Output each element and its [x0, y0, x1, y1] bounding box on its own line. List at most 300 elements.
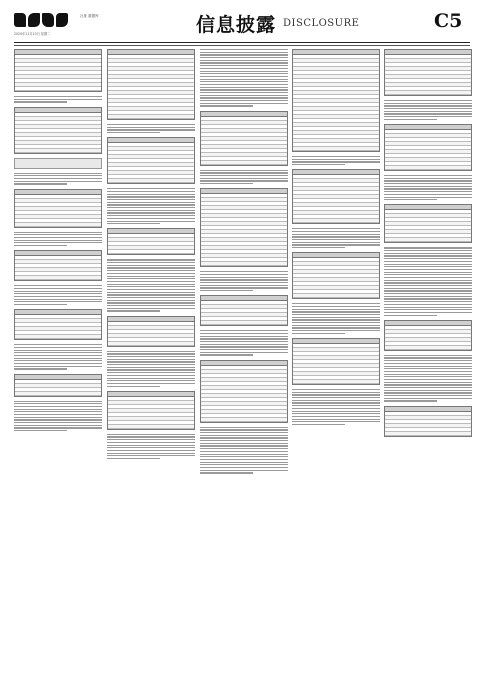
text-line: [384, 191, 472, 192]
text-line: [200, 68, 288, 69]
text-line: [107, 375, 195, 376]
text-line: [200, 448, 288, 449]
text-line: [200, 87, 288, 88]
text-line: [292, 314, 380, 315]
text-line: [384, 296, 472, 297]
text-line: [107, 284, 195, 285]
text-line: [384, 188, 472, 189]
text-line: [200, 183, 253, 184]
text-line: [107, 300, 195, 301]
text-line: [200, 79, 288, 80]
text-line: [200, 440, 288, 441]
text-line: [292, 247, 345, 248]
text-line: [14, 101, 67, 102]
column-1: [14, 49, 102, 681]
section-title: 信息披露: [196, 14, 277, 36]
text-line: [384, 111, 472, 112]
text-line: [292, 411, 380, 412]
text-line: [107, 353, 195, 354]
text-line: [384, 301, 472, 302]
text-line: [292, 327, 380, 328]
text-line: [384, 374, 472, 375]
text-line: [14, 240, 102, 241]
data-table: [384, 204, 472, 243]
text-line: [384, 379, 472, 380]
text-line: [14, 419, 102, 420]
table-row: [385, 238, 471, 242]
text-line: [292, 394, 380, 395]
text-line: [14, 96, 102, 97]
text-line: [107, 294, 195, 295]
text-line: [14, 304, 67, 305]
text-line: [14, 178, 102, 179]
data-table: [292, 169, 380, 224]
text-line: [107, 262, 195, 263]
text-line: [107, 259, 195, 260]
table-row: [385, 166, 471, 170]
table-row: [15, 276, 101, 280]
text-line: [384, 194, 472, 195]
text-line: [14, 401, 102, 402]
text-line: [292, 242, 380, 243]
text-line: [200, 454, 288, 455]
text-line: [200, 333, 288, 334]
text-line: [107, 215, 195, 216]
text-paragraph: [200, 330, 288, 355]
text-line: [384, 288, 472, 289]
text-line: [384, 400, 437, 401]
text-line: [200, 62, 288, 63]
text-line: [107, 356, 195, 357]
text-line: [384, 360, 472, 361]
text-line: [200, 352, 288, 353]
text-line: [200, 89, 288, 90]
text-line: [292, 397, 380, 398]
text-line: [107, 369, 195, 370]
text-line: [14, 409, 102, 410]
text-line: [107, 194, 195, 195]
text-line: [14, 285, 102, 286]
text-paragraph: [292, 303, 380, 334]
data-table: [14, 107, 102, 154]
text-line: [384, 384, 472, 385]
text-line: [107, 204, 195, 205]
text-line: [14, 414, 102, 415]
edition-line-1: 社址 数据库: [80, 14, 99, 18]
text-line: [107, 359, 195, 360]
text-paragraph: [14, 96, 102, 103]
text-line: [200, 282, 288, 283]
text-line: [200, 178, 288, 179]
text-line: [200, 287, 288, 288]
text-line: [14, 355, 102, 356]
text-line: [107, 207, 195, 208]
text-line: [200, 65, 288, 66]
text-line: [14, 234, 102, 235]
text-line: [107, 210, 195, 211]
text-line: [384, 175, 472, 176]
data-table: [14, 49, 102, 92]
text-line: [384, 186, 472, 187]
text-line: [292, 317, 380, 318]
text-line: [14, 411, 102, 412]
table-row: [385, 432, 471, 436]
text-line: [107, 434, 195, 435]
header-rule: [14, 42, 470, 43]
table-row: [108, 425, 194, 429]
text-line: [107, 278, 195, 279]
text-paragraph: [292, 389, 380, 425]
page-number: C5: [434, 10, 463, 32]
data-table: [14, 374, 102, 397]
text-line: [384, 261, 472, 262]
text-line: [107, 310, 160, 311]
text-line: [200, 346, 288, 347]
text-paragraph: [14, 173, 102, 185]
text-paragraph: [14, 344, 102, 369]
text-line: [107, 129, 195, 130]
text-paragraph: [200, 170, 288, 185]
text-line: [200, 459, 288, 460]
text-line: [384, 293, 472, 294]
text-line: [14, 296, 102, 297]
text-line: [107, 297, 195, 298]
text-line: [200, 274, 288, 275]
section-subtitle: DISCLOSURE: [283, 18, 360, 29]
data-table: [292, 49, 380, 152]
text-paragraph: [384, 247, 472, 315]
text-line: [384, 116, 472, 117]
text-line: [200, 60, 288, 61]
data-table: [14, 309, 102, 340]
text-line: [384, 280, 472, 281]
text-line: [107, 223, 160, 224]
text-line: [292, 333, 345, 334]
text-line: [200, 71, 288, 72]
text-line: [200, 445, 288, 446]
text-line: [107, 367, 195, 368]
text-paragraph: [107, 434, 195, 459]
text-line: [200, 103, 288, 104]
text-line: [107, 453, 195, 454]
text-line: [292, 424, 345, 425]
text-line: [292, 408, 380, 409]
text-line: [107, 361, 195, 362]
table-row: [15, 223, 101, 227]
text-line: [14, 360, 102, 361]
text-line: [292, 244, 380, 245]
text-line: [200, 76, 288, 77]
text-line: [292, 421, 380, 422]
table-row: [15, 149, 101, 153]
text-line: [107, 450, 195, 451]
text-line: [200, 456, 288, 457]
text-line: [384, 199, 437, 200]
text-line: [384, 307, 472, 308]
text-line: [14, 368, 67, 369]
table-row: [108, 115, 194, 119]
table-row: [15, 392, 101, 396]
text-line: [292, 234, 380, 235]
table-row: [108, 342, 194, 346]
text-line: [107, 436, 195, 437]
text-line: [292, 309, 380, 310]
text-line: [292, 164, 345, 165]
text-line: [107, 202, 195, 203]
data-table: [200, 188, 288, 267]
data-table: [14, 189, 102, 228]
text-line: [384, 247, 472, 248]
text-line: [384, 266, 472, 267]
data-table: [14, 250, 102, 281]
text-line: [292, 311, 380, 312]
column-5: [384, 49, 472, 681]
text-line: [292, 389, 380, 390]
text-line: [200, 49, 288, 50]
text-line: [384, 304, 472, 305]
text-line: [14, 242, 102, 243]
text-line: [107, 302, 195, 303]
text-paragraph: [107, 188, 195, 224]
text-line: [200, 432, 288, 433]
text-line: [200, 175, 288, 176]
text-line: [292, 400, 380, 401]
text-line: [384, 105, 472, 106]
text-line: [107, 445, 195, 446]
text-line: [384, 387, 472, 388]
text-paragraph: [200, 49, 288, 107]
text-line: [14, 358, 102, 359]
column-3: [200, 49, 288, 681]
text-line: [384, 277, 472, 278]
text-paragraph: [200, 271, 288, 291]
text-line: [292, 239, 380, 240]
text-line: [107, 447, 195, 448]
text-line: [107, 265, 195, 266]
text-line: [107, 273, 195, 274]
text-paragraph: [384, 175, 472, 200]
text-line: [384, 366, 472, 367]
data-table: [384, 49, 472, 96]
text-line: [200, 92, 288, 93]
text-line: [384, 290, 472, 291]
text-line: [14, 366, 102, 367]
text-line: [200, 290, 253, 291]
text-line: [292, 416, 380, 417]
text-line: [200, 54, 288, 55]
table-row: [201, 418, 287, 422]
text-line: [200, 81, 288, 82]
text-line: [14, 288, 102, 289]
text-line: [200, 105, 253, 106]
text-line: [292, 325, 380, 326]
text-line: [200, 95, 288, 96]
data-table: [384, 406, 472, 437]
data-table: [107, 49, 195, 120]
text-paragraph: [107, 351, 195, 387]
text-line: [384, 285, 472, 286]
text-line: [107, 196, 195, 197]
text-line: [14, 99, 102, 100]
text-paragraph: [200, 427, 288, 474]
text-line: [384, 119, 437, 120]
table-row: [385, 91, 471, 95]
data-table: [200, 111, 288, 166]
text-line: [14, 175, 102, 176]
text-line: [292, 392, 380, 393]
text-line: [107, 132, 160, 133]
text-line: [14, 301, 102, 302]
data-table: [107, 316, 195, 347]
header-rule-thin: [14, 45, 470, 46]
dateline: 2020年11月10日 星期二: [14, 32, 51, 36]
text-line: [107, 276, 195, 277]
text-line: [384, 315, 437, 316]
text-paragraph: [14, 285, 102, 305]
text-line: [14, 237, 102, 238]
text-paragraph: [384, 100, 472, 120]
text-line: [384, 250, 472, 251]
text-line: [292, 306, 380, 307]
text-line: [200, 451, 288, 452]
text-paragraph: [14, 401, 102, 432]
text-line: [14, 299, 102, 300]
text-line: [292, 322, 380, 323]
text-line: [107, 378, 195, 379]
text-line: [292, 161, 380, 162]
text-line: [200, 330, 288, 331]
text-paragraph: [384, 355, 472, 402]
text-line: [384, 282, 472, 283]
text-line: [14, 430, 67, 431]
text-line: [384, 178, 472, 179]
text-line: [107, 289, 195, 290]
text-line: [107, 188, 195, 189]
text-line: [200, 285, 288, 286]
text-line: [200, 467, 288, 468]
text-line: [292, 419, 380, 420]
data-table: [107, 391, 195, 430]
text-line: [14, 363, 102, 364]
text-line: [107, 372, 195, 373]
text-line: [14, 347, 102, 348]
table-row: [108, 179, 194, 183]
text-line: [107, 212, 195, 213]
table-row: [201, 161, 287, 165]
text-line: [107, 267, 195, 268]
text-line: [200, 435, 288, 436]
text-line: [292, 303, 380, 304]
text-line: [107, 442, 195, 443]
text-line: [200, 341, 288, 342]
text-line: [292, 330, 380, 331]
text-paragraph: [107, 124, 195, 133]
table-row: [385, 346, 471, 350]
text-line: [200, 344, 288, 345]
text-line: [200, 180, 288, 181]
text-line: [107, 305, 195, 306]
text-line: [107, 351, 195, 352]
text-line: [200, 52, 288, 53]
text-line: [292, 159, 380, 160]
text-line: [384, 376, 472, 377]
text-line: [292, 236, 380, 237]
data-table: [200, 295, 288, 326]
text-line: [14, 352, 102, 353]
edition-info: [80, 14, 99, 19]
data-table: [107, 137, 195, 184]
text-line: [292, 402, 380, 403]
text-line: [14, 417, 102, 418]
data-table: [200, 360, 288, 423]
text-line: [384, 108, 472, 109]
text-line: [107, 380, 195, 381]
text-line: [292, 231, 380, 232]
text-line: [384, 395, 472, 396]
text-line: [384, 183, 472, 184]
text-line: [384, 264, 472, 265]
text-line: [200, 437, 288, 438]
text-line: [14, 245, 67, 246]
text-line: [292, 405, 380, 406]
data-table: [384, 320, 472, 351]
text-line: [384, 103, 472, 104]
text-line: [200, 464, 288, 465]
text-line: [14, 422, 102, 423]
text-line: [384, 382, 472, 383]
text-line: [107, 455, 195, 456]
text-line: [107, 286, 195, 287]
text-line: [200, 271, 288, 272]
text-line: [107, 218, 195, 219]
text-line: [107, 308, 195, 309]
column-2: [107, 49, 195, 681]
text-line: [384, 390, 472, 391]
text-line: [384, 180, 472, 181]
text-line: [200, 57, 288, 58]
text-line: [107, 199, 195, 200]
text-line: [14, 427, 102, 428]
text-line: [107, 127, 195, 128]
data-table: [384, 124, 472, 171]
text-line: [384, 269, 472, 270]
text-line: [200, 354, 253, 355]
text-line: [384, 100, 472, 101]
table-row: [15, 335, 101, 339]
text-line: [384, 312, 472, 313]
text-line: [384, 392, 472, 393]
table-row: [293, 219, 379, 223]
text-line: [107, 364, 195, 365]
text-line: [200, 279, 288, 280]
text-line: [200, 100, 288, 101]
text-line: [384, 274, 472, 275]
text-paragraph: [107, 259, 195, 311]
data-table: [107, 228, 195, 255]
text-line: [14, 181, 102, 182]
text-line: [292, 156, 380, 157]
text-line: [384, 371, 472, 372]
text-line: [107, 383, 195, 384]
text-line: [292, 319, 380, 320]
text-line: [14, 350, 102, 351]
text-line: [14, 425, 102, 426]
text-line: [107, 124, 195, 125]
text-line: [200, 172, 288, 173]
text-line: [384, 258, 472, 259]
text-line: [384, 113, 472, 114]
data-table: [292, 338, 380, 385]
